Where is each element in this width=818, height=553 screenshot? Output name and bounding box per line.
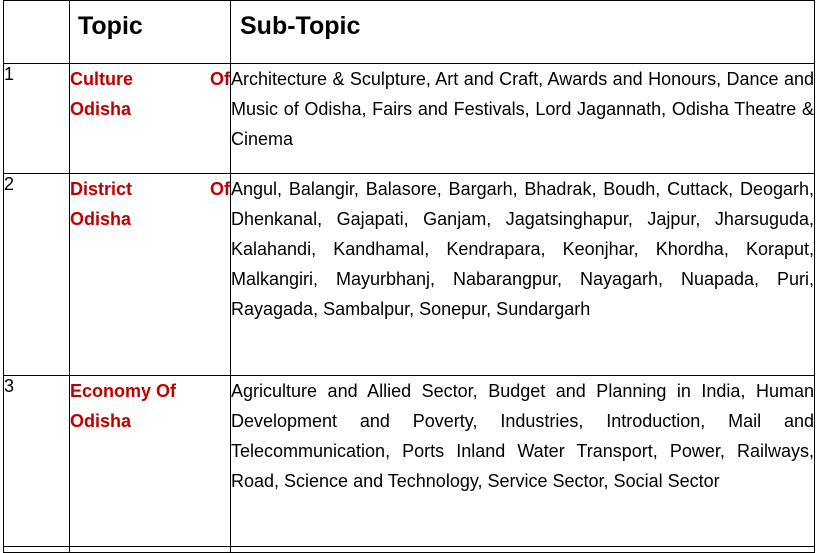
table-row [4,376,815,547]
row-number [4,547,70,553]
table-row-partial [4,547,815,553]
header-row [4,1,815,64]
row-topic [70,174,231,376]
row-number: 2 [4,174,70,376]
topic-line: Culture Of [70,69,230,89]
row-subtopics: Agriculture and Allied Sector, Budget and Planning in India, Human Development and Poverty, Industries, Introduction, Mail and Telecommunication, Ports Inland Water Transport, Power, Railways, Road, Science and Technology, Service Sector, Social Sector [231,376,815,547]
row-number: 3 [4,376,70,547]
row-topic [70,64,231,174]
table-row [4,174,815,376]
row-number: 1 [4,64,70,174]
header-subtopic: Sub-Topic [231,1,815,64]
table-row [4,64,815,174]
row-subtopics: Architecture & Sculpture, Art and Craft, Awards and Honours, Dance and Music of Odisha, Fairs and Festivals, Lord Jagannath, Odisha Theatre & Cinema [231,64,815,174]
row-topic [70,376,231,547]
header-number [4,1,70,64]
row-topic [70,547,231,553]
topic-line: Odisha [70,99,132,119]
row-subtopics [231,547,815,553]
topic-line: Odisha [70,209,132,229]
topic-line: Odisha [70,411,132,431]
topic-line: Economy Of [70,381,177,401]
topic-line: District Of [70,179,230,199]
header-topic: Topic [70,1,231,64]
topics-table [3,0,815,553]
row-subtopics: Angul, Balangir, Balasore, Bargarh, Bhadrak, Boudh, Cuttack, Deogarh, Dhenkanal, Gajapati, Ganjam, Jagatsinghapur, Jajpur, Jharsuguda, Kalahandi, Kandhamal, Kendrapara, Keonjhar, Khordha, Koraput, Malkangiri, Mayurbhanj, Nabarangpur, Nayagarh, Nuapada, Puri, Rayagada, Sambalpur, Sonepur, Sundargarh [231,174,815,376]
